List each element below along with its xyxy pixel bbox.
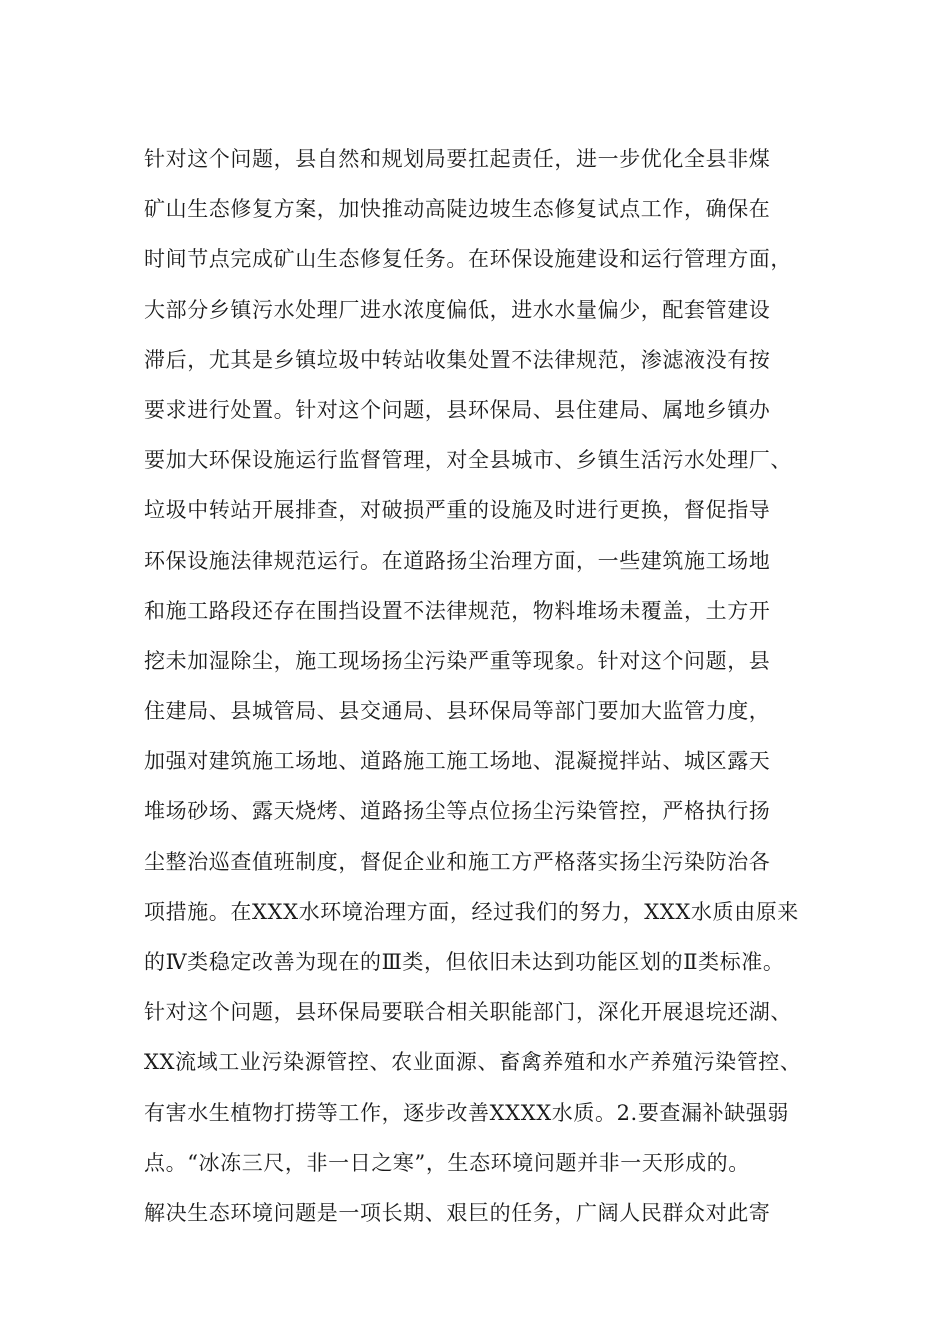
text-line: 解决生态环境问题是一项长期、艰巨的任务，广阔人民群众对此寄 xyxy=(144,1200,771,1225)
text-line: 针对这个问题，县自然和规划局要扛起责任，进一步优化全县非煤 xyxy=(144,147,771,171)
text-line: 的Ⅳ类稳定改善为现在的Ⅲ类，但依旧未达到功能区划的Ⅱ类标准。 xyxy=(144,950,785,974)
text-line: 挖未加湿除尘，施工现场扬尘污染严重等现象。针对这个问题，县 xyxy=(144,648,771,673)
text-line: XX流域工业污染源管控、农业面源、畜禽养殖和水产养殖污染管控、 xyxy=(144,1050,802,1075)
text-line: 时间节点完成矿山生态修复任务。在环保设施建设和运行管理方面， xyxy=(144,247,792,272)
text-line: 住建局、县城管局、县交通局、县环保局等部门要加大监管力度， xyxy=(144,699,771,724)
text-line: 针对这个问题，县环保局要联合相关职能部门，深化开展退垸还湖、 xyxy=(144,1000,792,1025)
text-line: 和施工路段还存在围挡设置不法律规范，物料堆场未覆盖，土方开 xyxy=(144,598,771,623)
body-text xyxy=(144,134,844,1238)
text-line: 加强对建筑施工场地、道路施工施工场地、混凝搅拌站、城区露天 xyxy=(144,749,771,774)
text-line: 垃圾中转站开展排查，对破损严重的设施及时进行更换，督促指导 xyxy=(144,498,771,523)
text-line: 要求进行处置。针对这个问题，县环保局、县住建局、属地乡镇办 xyxy=(144,397,771,422)
text-line: 项措施。在XXX水环境治理方面，经过我们的努力，XXX水质由原来 xyxy=(144,899,799,924)
text-line: 尘整治巡查值班制度，督促企业和施工方严格落实扬尘污染防治各 xyxy=(144,849,771,874)
text-line: 滞后，尤其是乡镇垃圾中转站收集处置不法律规范，渗滤液没有按 xyxy=(144,347,771,372)
text-line: 要加大环保设施运行监督管理，对全县城市、乡镇生活污水处理厂、 xyxy=(144,448,792,473)
text-line: 有害水生植物打捞等工作，逐步改善XXXX水质。2.要查漏补缺强弱 xyxy=(144,1100,790,1125)
text-line: 堆场砂场、露天烧烤、道路扬尘等点位扬尘污染管控，严格执行扬 xyxy=(144,799,771,824)
text-line: 矿山生态修复方案，加快推动高陡边坡生态修复试点工作，确保在 xyxy=(144,197,771,222)
text-line: 点。“冰冻三尺，非一日之寒”，生态环境问题并非一天形成的。 xyxy=(144,1150,750,1175)
text-line: 大部分乡镇污水处理厂进水浓度偏低，进水水量偏少，配套管建设 xyxy=(144,297,771,322)
text-line: 环保设施法律规范运行。在道路扬尘治理方面，一些建筑施工场地 xyxy=(144,548,771,573)
